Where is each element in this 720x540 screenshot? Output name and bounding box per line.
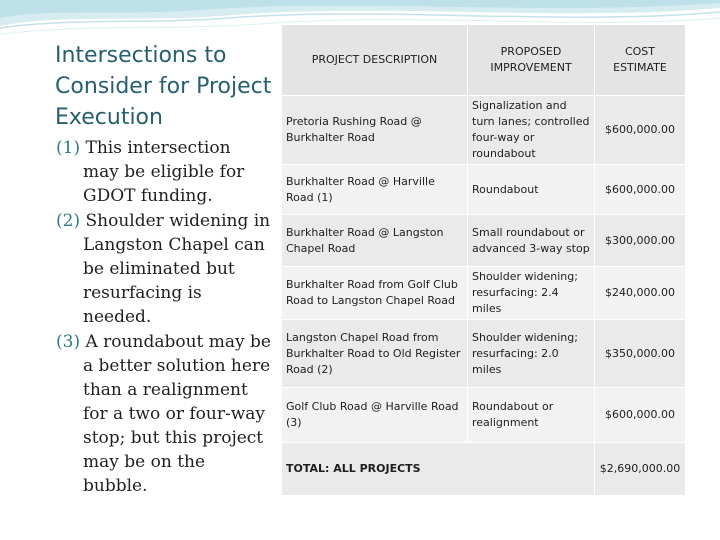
header-project-description: PROJECT DESCRIPTION <box>282 25 468 96</box>
cost-estimate: $240,000.00 <box>595 267 686 320</box>
footnote-marker: (3) <box>56 332 81 352</box>
header-cost-estimate: COST ESTIMATE <box>595 25 686 96</box>
total-row <box>282 443 686 496</box>
footnote-text: This intersection may be eligible for GDOT funding. <box>83 138 245 206</box>
total-cost: $2,690,000.00 <box>595 443 686 496</box>
footnote-item <box>56 330 271 498</box>
proposed-improvement: Roundabout <box>468 165 595 215</box>
cost-estimate: $600,000.00 <box>595 388 686 443</box>
footnote-item <box>56 209 271 329</box>
table-row <box>282 96 686 165</box>
footnote-text: A roundabout may be a better solution here than a realignment for a two or four-way stop; but this project may be on the bubble. <box>83 332 271 496</box>
cost-estimate: $300,000.00 <box>595 215 686 267</box>
table-row <box>282 215 686 267</box>
proposed-improvement: Roundabout or realignment <box>468 388 595 443</box>
project-description: Langston Chapel Road from Burkhalter Road to Old Register Road (2) <box>282 320 468 388</box>
cost-estimate: $600,000.00 <box>595 96 686 165</box>
table-row <box>282 320 686 388</box>
projects-table <box>281 24 686 496</box>
footnote-marker: (2) <box>56 211 81 231</box>
proposed-improvement: Shoulder widening; resurfacing: 2.4 miles <box>468 267 595 320</box>
proposed-improvement: Shoulder widening; resurfacing: 2.0 miles <box>468 320 595 388</box>
table-row <box>282 267 686 320</box>
footnotes-list <box>56 136 271 499</box>
footnote-marker: (1) <box>56 138 81 158</box>
proposed-improvement: Small roundabout or advanced 3-way stop <box>468 215 595 267</box>
cost-estimate: $600,000.00 <box>595 165 686 215</box>
table-row <box>282 388 686 443</box>
cost-estimate: $350,000.00 <box>595 320 686 388</box>
slide-title: Intersections to Consider for Project Execution <box>55 43 272 130</box>
table-row <box>282 165 686 215</box>
footnote-text: Shoulder widening in Langston Chapel can be eliminated but resurfacing is needed. <box>83 211 271 327</box>
total-label: TOTAL: ALL PROJECTS <box>282 443 595 496</box>
footnote-item <box>56 136 271 208</box>
proposed-improvement: Signalization and turn lanes; controlled four-way or roundabout <box>468 96 595 165</box>
project-description: Burkhalter Road @ Langston Chapel Road <box>282 215 468 267</box>
project-description: Golf Club Road @ Harville Road (3) <box>282 388 468 443</box>
project-description: Burkhalter Road from Golf Club Road to Langston Chapel Road <box>282 267 468 320</box>
project-description: Burkhalter Road @ Harville Road (1) <box>282 165 468 215</box>
header-proposed-improvement: PROPOSED IMPROVEMENT <box>468 25 595 96</box>
table-header-row <box>282 25 686 96</box>
project-description: Pretoria Rushing Road @ Burkhalter Road <box>282 96 468 165</box>
